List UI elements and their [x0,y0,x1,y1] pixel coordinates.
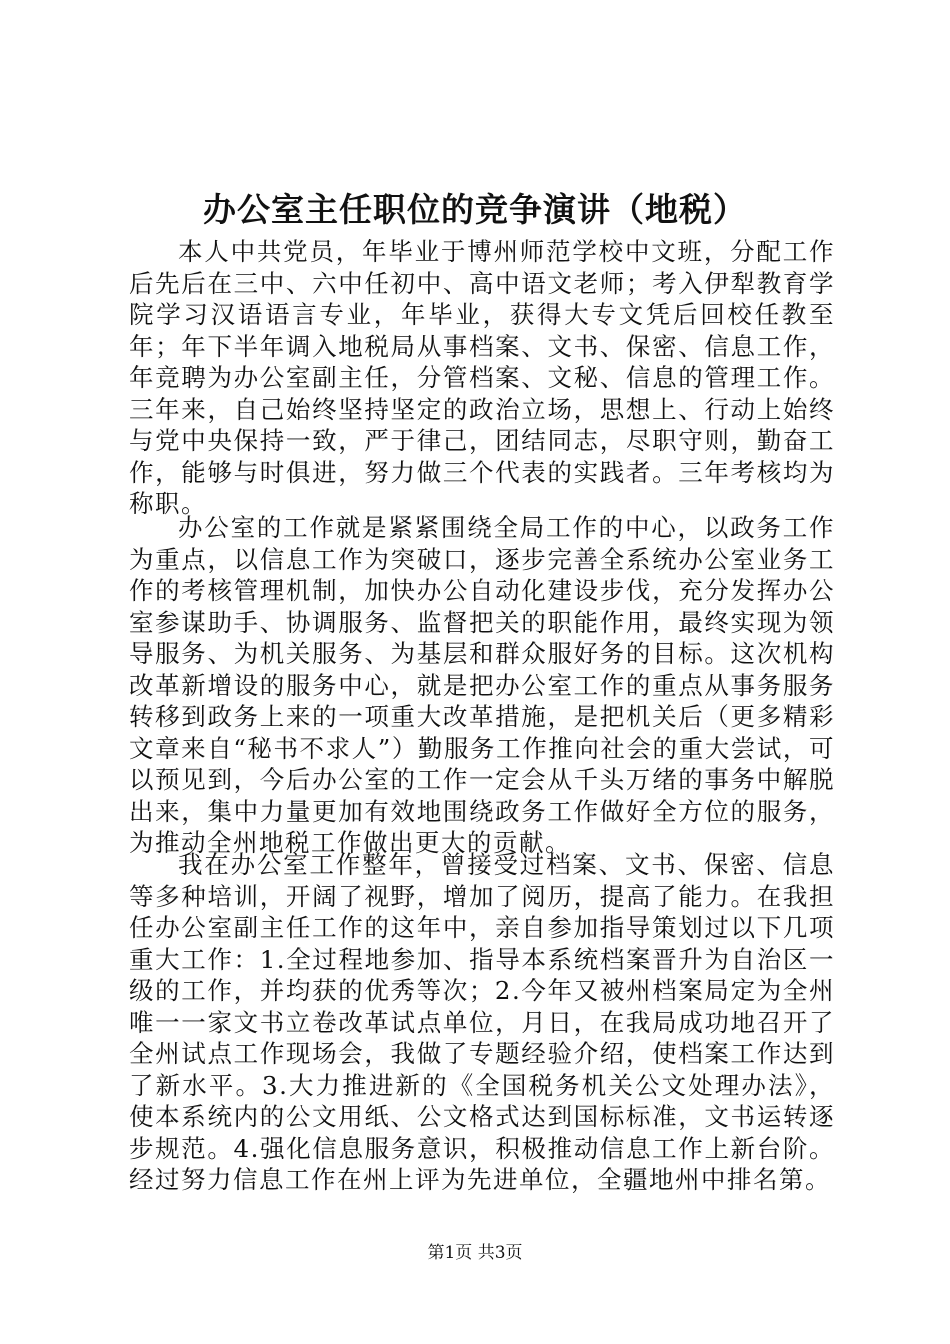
paragraph-3: 我在办公室工作整年，曾接受过档案、文书、保密、信息等多种培训，开阔了视野，增加了阅历，提高了能力。在我担任办公室副主任工作的这年中，亲自参加指导策划过以下几项重大工作：1.全过程地参加、指导本系统档案晋升为自治区一级的工作，并均获的优秀等次；2.今年又被州档案局定为全州唯一一家文书立卷改革试点单位，月日，在我局成功地召开了全州试点工作现场会，我做了专题经验介绍，使档案工作达到了新水平。3.大力推进新的《全国税务机关公文处理办法》，使本系统内的公文用纸、公文格式达到国标标准，文书运转逐步规范。4.强化信息服务意识，积极推动信息工作上新台阶。经过努力信息工作在州上评为先进单位，全疆地州中排名第。 [129,850,835,1194]
document-title: 办公室主任职位的竞争演讲（地税） [203,190,747,229]
paragraph-1: 本人中共党员，年毕业于博州师范学校中文班，分配工作后先后在三中、六中任初中、高中语文老师；考入伊犁教育学院学习汉语语言专业，年毕业，获得大专文凭后回校任教至年；年下半年调入地税局从事档案、文书、保密、信息工作，年竞聘为办公室副主任，分管档案、文秘、信息的管理工作。三年来，自己始终坚持坚定的政治立场，思想上、行动上始终与党中央保持一致，严于律己，团结同志，尽职守则，勤奋工作，能够与时俱进，努力做三个代表的实践者。三年考核均为称职。 [129,237,835,518]
paragraph-2: 办公室的工作就是紧紧围绕全局工作的中心，以政务工作为重点，以信息工作为突破口，逐步完善全系统办公室业务工作的考核管理机制，加快办公自动化建设步伐，充分发挥办公室参谋助手、协调服务、监督把关的职能作用，最终实现为领导服务、为机关服务、为基层和群众服好务的目标。这次机构改革新增设的服务中心，就是把办公室工作的重点从事务服务转移到政务上来的一项重大改革措施，是把机关后（更多精彩文章来自“秘书不求人”）勤服务工作推向社会的重大尝试，可以预见到，今后办公室的工作一定会从千头万绪的事务中解脱出来，集中力量更加有效地围绕政务工作做好全方位的服务，为推动全州地税工作做出更大的贡献。 [129,513,835,857]
page-footer: 第1页 共3页 [427,1243,523,1263]
